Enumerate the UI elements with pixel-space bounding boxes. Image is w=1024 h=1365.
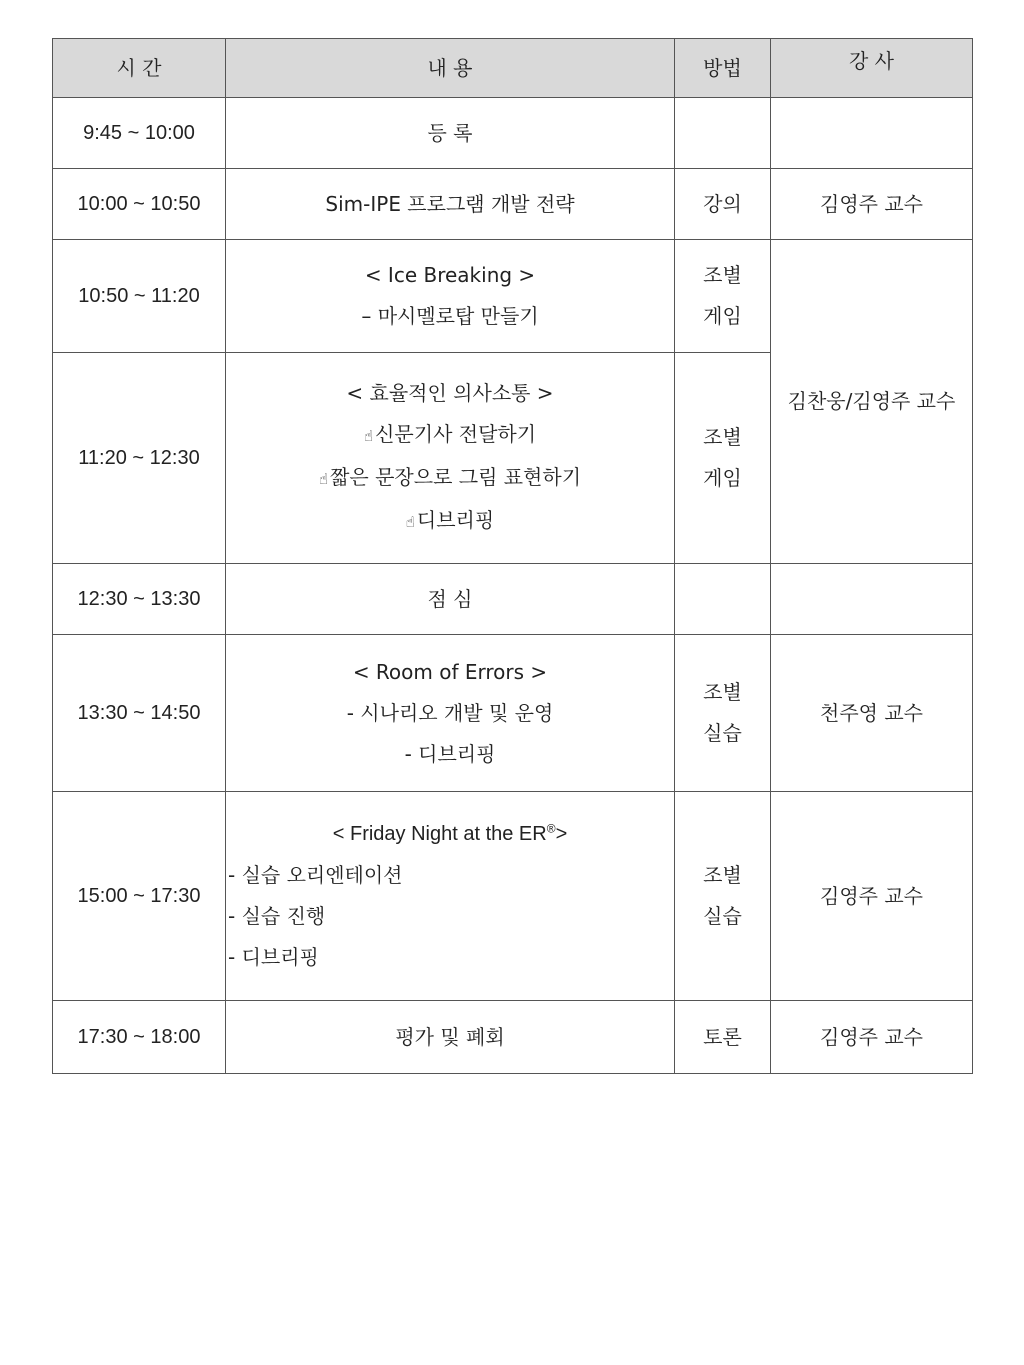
method-cell <box>675 635 771 792</box>
time-cell: 12:30 ~ 13:30 <box>53 564 226 635</box>
method-line: 토론 <box>703 1024 742 1049</box>
content-line: - 디브리핑 <box>228 945 319 969</box>
content-line: < Room of Errors > <box>352 659 548 684</box>
header-time: 시 간 <box>53 39 226 98</box>
table-row <box>53 564 973 635</box>
content-line-text: > <box>555 823 568 845</box>
content-line-text: 신문기사 전달하기 <box>375 422 537 446</box>
lecturer-cell <box>771 98 973 169</box>
method-cell <box>675 240 771 353</box>
header-row <box>53 39 973 98</box>
content-cell <box>226 635 675 792</box>
method-cell <box>675 1001 771 1074</box>
time-cell: 15:00 ~ 17:30 <box>53 792 226 1001</box>
method-cell <box>675 564 771 635</box>
content-line: 등 록 <box>427 120 473 145</box>
hand-pointing-icon: ☝ <box>405 513 415 531</box>
header-lecturer-label: 강 사 <box>849 48 894 73</box>
content-line: – 마시멜로탑 만들기 <box>361 304 539 328</box>
header-content: 내 용 <box>226 39 675 98</box>
content-line: 점 심 <box>427 586 473 611</box>
content-line <box>226 500 674 543</box>
header-method: 방법 <box>675 39 771 98</box>
method-line: 실습 <box>703 721 742 745</box>
content-line-text: 디브리핑 <box>416 508 495 532</box>
content-line: - 디브리핑 <box>404 741 496 766</box>
lecturer-cell: 김영주 교수 <box>771 792 973 1001</box>
method-line: 실습 <box>703 904 742 928</box>
content-line: - 실습 오리엔테이션 <box>228 863 403 887</box>
time-cell: 13:30 ~ 14:50 <box>53 635 226 792</box>
table-row <box>53 792 973 1001</box>
registered-mark: ® <box>546 821 556 836</box>
content-line-text: 짧은 문장으로 그림 표현하기 <box>330 465 582 489</box>
time-cell: 11:20 ~ 12:30 <box>53 353 226 564</box>
lecturer-cell: 천주영 교수 <box>771 635 973 792</box>
time-cell: 9:45 ~ 10:00 <box>53 98 226 169</box>
schedule-table <box>52 38 973 1074</box>
hand-pointing-icon: ☝ <box>363 427 374 445</box>
table-row <box>53 635 973 792</box>
method-line: 조별 <box>703 263 742 287</box>
method-cell <box>675 792 771 1001</box>
content-line: Sim-IPE 프로그램 개발 전략 <box>325 191 575 216</box>
content-line <box>226 814 674 855</box>
content-line: 평가 및 폐회 <box>395 1024 505 1049</box>
lecturer-cell-merged: 김찬웅/김영주 교수 <box>771 240 973 564</box>
lecturer-cell: 김영주 교수 <box>771 1001 973 1074</box>
method-cell <box>675 169 771 240</box>
method-cell <box>675 98 771 169</box>
lecturer-cell <box>771 564 973 635</box>
method-line: 조별 <box>703 863 742 887</box>
header-lecturer <box>771 39 973 98</box>
content-line: - 실습 진행 <box>228 904 326 928</box>
time-cell: 10:00 ~ 10:50 <box>53 169 226 240</box>
time-cell: 10:50 ~ 11:20 <box>53 240 226 353</box>
method-line: 조별 <box>703 425 742 449</box>
content-cell <box>226 353 675 564</box>
content-cell <box>226 564 675 635</box>
content-cell <box>226 169 675 240</box>
table-row <box>53 169 973 240</box>
method-line: 게임 <box>703 304 742 328</box>
content-line: < Ice Breaking > <box>364 263 536 287</box>
lecturer-cell: 김영주 교수 <box>771 169 973 240</box>
method-line: 강의 <box>703 191 742 216</box>
method-cell <box>675 353 771 564</box>
content-line <box>226 414 674 457</box>
content-cell <box>226 240 675 353</box>
table-row <box>53 1001 973 1074</box>
content-line: - 시나리오 개발 및 운영 <box>346 700 554 725</box>
hand-pointing-icon: ☝ <box>318 470 329 488</box>
content-line <box>226 457 674 500</box>
content-line: < 효율적인 의사소통 > <box>346 381 554 405</box>
content-line-text: < Friday Night at the ER <box>332 823 547 845</box>
time-cell: 17:30 ~ 18:00 <box>53 1001 226 1074</box>
content-cell <box>226 98 675 169</box>
table-row <box>53 240 973 353</box>
content-cell <box>226 792 675 1001</box>
method-line: 조별 <box>703 680 742 704</box>
content-cell <box>226 1001 675 1074</box>
table-row <box>53 98 973 169</box>
method-line: 게임 <box>703 466 742 490</box>
